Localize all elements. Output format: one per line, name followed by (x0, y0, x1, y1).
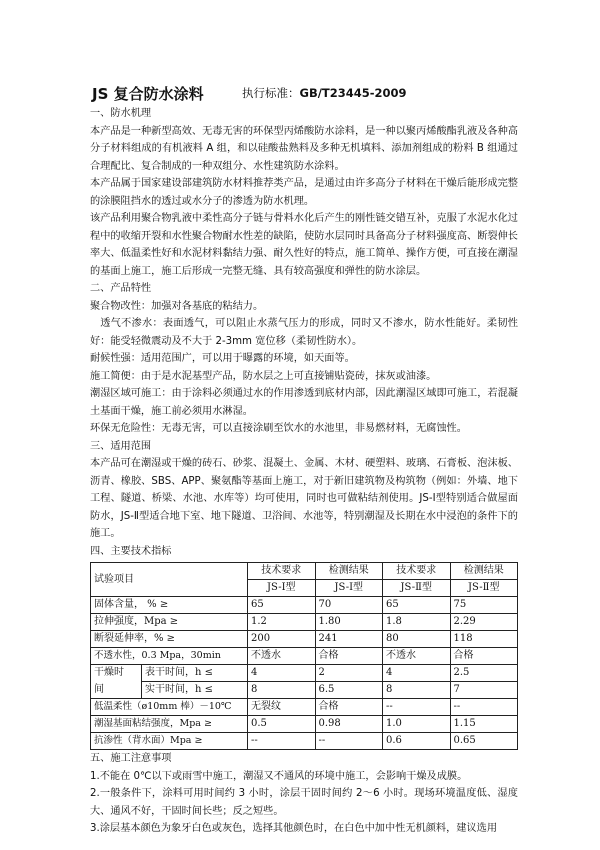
feature-item: 潮湿区域可施工：由于涂料必须通过水的作用渗透到底材内部，因此潮湿区域即可施工，若混凝土基面干燥，施工前必须用水淋湿。 (90, 388, 518, 417)
feature-item: 透气不渗水：表面透气，可以阻止水蒸气压力的形成，同时又不渗水，防水性能好。柔韧性好：能受轻微震动及不大于 2-3mm 宽位移（柔韧性防水）。 (90, 318, 518, 347)
cell: 8 (383, 682, 451, 699)
row-label: 潮湿基面粘结强度，Mpa ≥ (91, 716, 248, 733)
row-label: 表干时间，h ≤ (142, 665, 248, 682)
header-cell: 技术要求 (248, 563, 316, 580)
cell: 4 (383, 665, 451, 682)
table-row (91, 648, 518, 665)
feature-item: 施工简便：由于是水泥基型产品，防水层之上可直接铺贴瓷砖，抹灰或油漆。 (90, 370, 437, 382)
cell: 合格 (450, 648, 518, 665)
header-type-cell: JS-Ⅱ型 (383, 580, 451, 597)
note-item: 1.不能在 0℃以下或雨雪中施工，潮湿又不通风的环境中施工，会影响干燥及成膜。 (90, 770, 468, 782)
cell: 0.65 (450, 733, 518, 750)
row-label: 不透水性，0.3 Mpa，30min (91, 648, 248, 665)
row-label: 实干时间，h ≤ (145, 684, 213, 695)
dry-time-label-2: 间 (91, 682, 142, 699)
row-label: 抗渗性（背水面）Mpa ≥ (91, 733, 248, 750)
cell: 4 (248, 665, 316, 682)
cell: -- (383, 699, 451, 716)
cell: 118 (450, 631, 518, 648)
cell: -- (450, 699, 518, 716)
cell: 1.0 (383, 716, 451, 733)
cell: 7 (450, 682, 518, 699)
cell: 1.15 (450, 716, 518, 733)
section-4-heading: 四、主要技术指标 (90, 545, 172, 557)
table-row (91, 699, 518, 716)
cell: 6.5 (315, 682, 383, 699)
header-test-item: 试验项目 (91, 563, 248, 597)
table-row (91, 614, 518, 631)
section-3-heading: 三、适用范围 (90, 440, 152, 452)
dry-time-label-1: 干燥时 (91, 665, 142, 682)
table-row (91, 631, 518, 648)
section-3-paragraph: 本产品可在潮湿或干燥的砖石、砂浆、混凝土、金属、木材、硬塑料、玻璃、石膏板、泡沫板、沥青、橡胶、SBS、APP、聚氨酯等基面上施工，对于新旧建筑物及构筑物（例如：外墙、地下工程、隧道、桥梁、水池、水库等）均可使用，同时也可做粘结剂使用。JS-Ⅰ型特别适合做屋面防水，JS-Ⅱ型适合地下室、地下隧道、卫浴间、水池等，特别潮湿及长期在水中浸泡的条件下的施工。 (90, 458, 518, 539)
cell: 1.80 (315, 614, 383, 631)
table-header-row (91, 563, 518, 580)
cell: 无裂纹 (248, 699, 316, 716)
section-5-heading: 五、施工注意事项 (90, 753, 172, 764)
feature-item: 耐候性强：适用范围广，可以用于曝露的环境，如天面等。 (90, 353, 355, 364)
feature-item: 聚合物改性：加强对各基底的粘结力。 (90, 300, 264, 312)
note-item: 2.一般条件下，涂料可用时间约 3 小时，涂层干固时间约 2～6 小时。现场环境温度低、湿度大、通风不好，干固时间长些；反之短些。 (90, 788, 518, 817)
section-1-paragraph-1: 本产品是一种新型高效、无毒无害的环保型丙烯酸防水涂料，是一种以聚丙烯酸酯乳液及各种高分子材料组成的有机液料 A 组，和以硅酸盐熟料及多种无机填料、添加剂组成的粉料 B 组通过合理配比、复合制成的一种双组分、水性建筑防水涂料。 (90, 125, 518, 172)
row-label: 固体含量， % ≥ (91, 597, 248, 614)
cell: 2 (315, 665, 383, 682)
table-row (91, 597, 518, 614)
title-row (92, 83, 512, 103)
cell: -- (315, 733, 383, 750)
cell: 1.8 (383, 614, 451, 631)
header-cell: 检测结果 (450, 563, 518, 580)
cell: 合格 (315, 699, 383, 716)
section-1-paragraph-3: 该产品利用聚合物乳液中柔性高分子链与骨料水化后产生的刚性链交错互补，克服了水泥水化过程中的收缩开裂和水性聚合物耐水性差的缺陷，使防水层同时具备高分子材料强度高、断裂伸长率大、低温柔性好和水泥材料黏结力强、耐久性好的特点，施工简单、操作方便，可直接在潮湿的基面上施工，施工后形成一完整无缝、具有较高强度和弹性的防水涂层。 (90, 213, 518, 277)
cell: 2.5 (450, 665, 518, 682)
cell: 80 (383, 631, 451, 648)
standard-code: GB/T23445-2009 (299, 86, 407, 100)
header-cell: 技术要求 (383, 563, 451, 580)
header-type-cell: JS-Ⅰ型 (248, 580, 316, 597)
cell: 241 (315, 631, 383, 648)
cell: 70 (315, 597, 383, 614)
cell: 合格 (315, 648, 383, 665)
note-item: 3.涂层基本颜色为象牙白色或灰色，选择其他颜色时，在白色中加中性无机颜料，建议选用 (90, 823, 498, 834)
header-type-cell: JS-Ⅱ型 (450, 580, 518, 597)
table-row (91, 733, 518, 750)
spec-table (90, 562, 518, 750)
cell: 不透水 (248, 648, 316, 665)
dry-time-inner (91, 665, 247, 698)
row-label: 低温柔性（ø10mm 棒）－10℃ (91, 699, 248, 716)
standard-line (242, 85, 407, 101)
dry-time-group (91, 665, 248, 699)
cell: 1.2 (248, 614, 316, 631)
cell: 0.98 (315, 716, 383, 733)
section-2-heading: 二、产品特性 (90, 283, 152, 294)
row-label: 拉伸强度，Mpa ≥ (91, 614, 248, 631)
table-row (91, 665, 518, 682)
cell: 65 (248, 597, 316, 614)
standard-label: 执行标准： (242, 86, 300, 100)
cell: 0.6 (383, 733, 451, 750)
row-label: 断裂延伸率，% ≥ (91, 631, 248, 648)
feature-item: 环保无危险性：无毒无害，可以直接涂刷至饮水的水池里，非易燃材料，无腐蚀性。 (90, 423, 467, 434)
cell: 65 (383, 597, 451, 614)
cell: 75 (450, 597, 518, 614)
cell: 200 (248, 631, 316, 648)
cell: 2.29 (450, 614, 518, 631)
cell: -- (248, 733, 316, 750)
header-type-cell: JS-Ⅰ型 (315, 580, 383, 597)
header-cell: 检测结果 (315, 563, 383, 580)
document-body (90, 105, 518, 838)
document-title: JS 复合防水涂料 (92, 85, 204, 103)
cell: 0.5 (248, 716, 316, 733)
section-1-paragraph-2: 本产品属于国家建设部建筑防水材料推荐类产品，是通过由许多高分子材料在干燥后能形成完整的涂膜阻挡水的透过或水分子的渗透为防水机理。 (90, 178, 518, 207)
cell: 不透水 (383, 648, 451, 665)
cell: 8 (248, 682, 316, 699)
table-row (91, 716, 518, 733)
section-1-heading: 一、防水机理 (90, 108, 152, 119)
